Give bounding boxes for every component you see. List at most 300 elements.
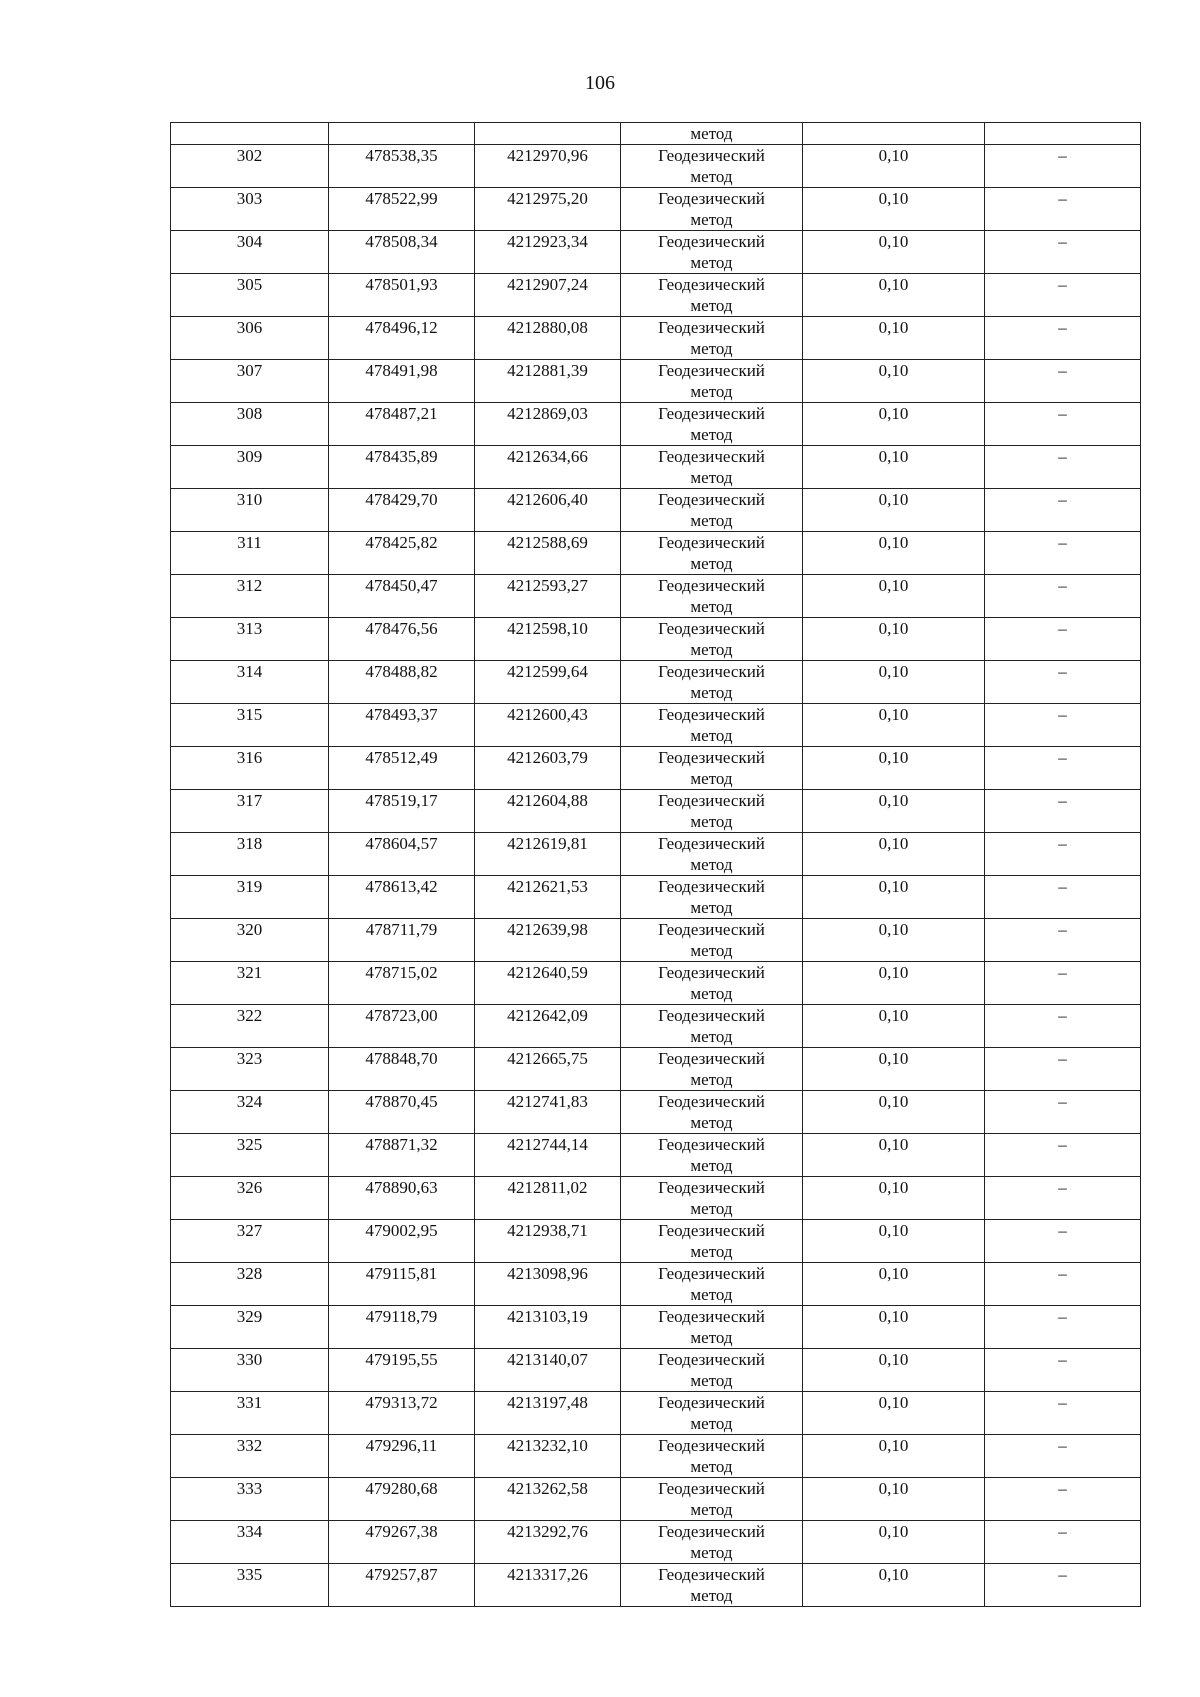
table-row bbox=[171, 1005, 1141, 1048]
cell-x: 478613,42 bbox=[329, 876, 475, 919]
cell-note: – bbox=[985, 1177, 1141, 1220]
method-line-1: Геодезический bbox=[658, 1092, 765, 1111]
cell-x: 479313,72 bbox=[329, 1392, 475, 1435]
cell-y: 4213197,48 bbox=[475, 1392, 621, 1435]
cell-method bbox=[621, 532, 803, 575]
method-line-2: метод bbox=[690, 511, 733, 530]
method-line-2: метод bbox=[690, 468, 733, 487]
cell-y: 4212588,69 bbox=[475, 532, 621, 575]
cell-y: 4212923,34 bbox=[475, 231, 621, 274]
cell-number: 305 bbox=[171, 274, 329, 317]
cell-note: – bbox=[985, 489, 1141, 532]
cell-x: 478538,35 bbox=[329, 145, 475, 188]
method-line-2: метод bbox=[690, 984, 733, 1003]
cell-number: 333 bbox=[171, 1478, 329, 1521]
method-line-2: метод bbox=[690, 1586, 733, 1605]
table-row bbox=[171, 1048, 1141, 1091]
method-line-2: метод bbox=[690, 339, 733, 358]
method-line-1: Геодезический bbox=[658, 619, 765, 638]
table-row bbox=[171, 446, 1141, 489]
cell-note: – bbox=[985, 962, 1141, 1005]
cell-number: 326 bbox=[171, 1177, 329, 1220]
cell-x: 479195,55 bbox=[329, 1349, 475, 1392]
method-line-1: Геодезический bbox=[658, 1436, 765, 1455]
method-line-1: Геодезический bbox=[658, 576, 765, 595]
table-row bbox=[171, 1564, 1141, 1607]
method-line-2: метод bbox=[690, 1371, 733, 1390]
cell-number: 308 bbox=[171, 403, 329, 446]
cell-x: 478522,99 bbox=[329, 188, 475, 231]
cell-number: 304 bbox=[171, 231, 329, 274]
method-line-2: метод bbox=[690, 1027, 733, 1046]
cell-accuracy: 0,10 bbox=[803, 1564, 985, 1607]
cell-x: 478425,82 bbox=[329, 532, 475, 575]
cell-note: – bbox=[985, 145, 1141, 188]
cell-x: 478496,12 bbox=[329, 317, 475, 360]
cell-method bbox=[621, 360, 803, 403]
cell-method bbox=[621, 1220, 803, 1263]
table-row bbox=[171, 1091, 1141, 1134]
page-number: 106 bbox=[585, 72, 615, 94]
cell-y bbox=[475, 123, 621, 145]
cell-x: 478723,00 bbox=[329, 1005, 475, 1048]
method-line-1: Геодезический bbox=[658, 1393, 765, 1412]
cell-x: 478519,17 bbox=[329, 790, 475, 833]
method-line-2: метод bbox=[690, 683, 733, 702]
cell-accuracy: 0,10 bbox=[803, 145, 985, 188]
cell-accuracy: 0,10 bbox=[803, 1349, 985, 1392]
cell-y: 4212598,10 bbox=[475, 618, 621, 661]
table-row bbox=[171, 489, 1141, 532]
cell-method bbox=[621, 188, 803, 231]
cell-number: 302 bbox=[171, 145, 329, 188]
cell-x: 478450,47 bbox=[329, 575, 475, 618]
cell-y: 4212811,02 bbox=[475, 1177, 621, 1220]
method-line-1: Геодезический bbox=[658, 877, 765, 896]
method-line-1: Геодезический bbox=[658, 662, 765, 681]
cell-accuracy: 0,10 bbox=[803, 274, 985, 317]
cell-note: – bbox=[985, 876, 1141, 919]
table-row bbox=[171, 274, 1141, 317]
cell-accuracy: 0,10 bbox=[803, 962, 985, 1005]
cell-method bbox=[621, 231, 803, 274]
method-line-2: метод bbox=[690, 1414, 733, 1433]
cell-note: – bbox=[985, 704, 1141, 747]
cell-method bbox=[621, 661, 803, 704]
method-line-1: Геодезический bbox=[658, 834, 765, 853]
cell-number: 334 bbox=[171, 1521, 329, 1564]
method-line-1: Геодезический bbox=[658, 1049, 765, 1068]
cell-note: – bbox=[985, 1349, 1141, 1392]
cell-method: метод bbox=[621, 123, 803, 145]
method-line-1: Геодезический bbox=[658, 1135, 765, 1154]
method-line-2: метод bbox=[690, 554, 733, 573]
cell-y: 4212975,20 bbox=[475, 188, 621, 231]
cell-accuracy: 0,10 bbox=[803, 1005, 985, 1048]
cell-number: 307 bbox=[171, 360, 329, 403]
cell-note: – bbox=[985, 317, 1141, 360]
method-line-2: метод bbox=[690, 425, 733, 444]
cell-note: – bbox=[985, 1306, 1141, 1349]
cell-accuracy: 0,10 bbox=[803, 876, 985, 919]
method-line-2: метод bbox=[690, 1285, 733, 1304]
table-row bbox=[171, 1435, 1141, 1478]
cell-number: 319 bbox=[171, 876, 329, 919]
cell-y: 4212619,81 bbox=[475, 833, 621, 876]
cell-x: 479115,81 bbox=[329, 1263, 475, 1306]
cell-number: 329 bbox=[171, 1306, 329, 1349]
method-line-1: Геодезический bbox=[658, 1178, 765, 1197]
method-line-2: метод bbox=[690, 941, 733, 960]
cell-x: 478870,45 bbox=[329, 1091, 475, 1134]
continuation-row bbox=[171, 123, 1141, 145]
cell-accuracy: 0,10 bbox=[803, 489, 985, 532]
cell-note: – bbox=[985, 833, 1141, 876]
method-line-1: Геодезический bbox=[658, 1565, 765, 1584]
cell-accuracy: 0,10 bbox=[803, 1392, 985, 1435]
cell-accuracy: 0,10 bbox=[803, 1521, 985, 1564]
cell-note: – bbox=[985, 1478, 1141, 1521]
method-line-2: метод bbox=[690, 1543, 733, 1562]
table-row bbox=[171, 1220, 1141, 1263]
table-row bbox=[171, 1263, 1141, 1306]
cell-x: 478512,49 bbox=[329, 747, 475, 790]
method-line-1: Геодезический bbox=[658, 1264, 765, 1283]
cell-note: – bbox=[985, 532, 1141, 575]
table-row bbox=[171, 704, 1141, 747]
cell-note: – bbox=[985, 1048, 1141, 1091]
table-row bbox=[171, 360, 1141, 403]
cell-number: 321 bbox=[171, 962, 329, 1005]
method-line-2: метод bbox=[690, 855, 733, 874]
cell-x: 478604,57 bbox=[329, 833, 475, 876]
cell-method bbox=[621, 1564, 803, 1607]
cell-number: 313 bbox=[171, 618, 329, 661]
cell-accuracy: 0,10 bbox=[803, 661, 985, 704]
cell-method bbox=[621, 919, 803, 962]
cell-accuracy: 0,10 bbox=[803, 1220, 985, 1263]
cell-x: 478429,70 bbox=[329, 489, 475, 532]
cell-number: 330 bbox=[171, 1349, 329, 1392]
cell-y: 4212640,59 bbox=[475, 962, 621, 1005]
method-line-1: Геодезический bbox=[658, 705, 765, 724]
method-line-2: метод bbox=[690, 1242, 733, 1261]
cell-number: 332 bbox=[171, 1435, 329, 1478]
cell-method bbox=[621, 1435, 803, 1478]
method-line-2: метод bbox=[690, 1156, 733, 1175]
cell-accuracy: 0,10 bbox=[803, 1134, 985, 1177]
cell-number: 318 bbox=[171, 833, 329, 876]
method-line-1: Геодезический bbox=[658, 404, 765, 423]
cell-number: 335 bbox=[171, 1564, 329, 1607]
method-line-2: метод bbox=[690, 1457, 733, 1476]
cell-number: 328 bbox=[171, 1263, 329, 1306]
method-line-2: метод bbox=[690, 210, 733, 229]
cell-y: 4213262,58 bbox=[475, 1478, 621, 1521]
cell-method bbox=[621, 1392, 803, 1435]
cell-x: 479267,38 bbox=[329, 1521, 475, 1564]
cell-number: 331 bbox=[171, 1392, 329, 1435]
method-line-1: Геодезический bbox=[658, 1221, 765, 1240]
method-line-1: Геодезический bbox=[658, 232, 765, 251]
cell-y: 4212604,88 bbox=[475, 790, 621, 833]
cell-y: 4212599,64 bbox=[475, 661, 621, 704]
method-line-2: метод bbox=[690, 1070, 733, 1089]
cell-accuracy: 0,10 bbox=[803, 317, 985, 360]
table-row bbox=[171, 962, 1141, 1005]
cell-method bbox=[621, 1263, 803, 1306]
cell-x: 478871,32 bbox=[329, 1134, 475, 1177]
table-row bbox=[171, 575, 1141, 618]
cell-accuracy: 0,10 bbox=[803, 1177, 985, 1220]
cell-note: – bbox=[985, 618, 1141, 661]
cell-method bbox=[621, 145, 803, 188]
cell-number: 327 bbox=[171, 1220, 329, 1263]
method-line-1: Геодезический bbox=[658, 963, 765, 982]
table-row bbox=[171, 1521, 1141, 1564]
method-line-2: метод bbox=[690, 597, 733, 616]
table-row bbox=[171, 1349, 1141, 1392]
cell-accuracy: 0,10 bbox=[803, 1306, 985, 1349]
cell-x: 478508,34 bbox=[329, 231, 475, 274]
cell-method bbox=[621, 403, 803, 446]
cell-x: 478501,93 bbox=[329, 274, 475, 317]
table-row bbox=[171, 661, 1141, 704]
cell-y: 4212639,98 bbox=[475, 919, 621, 962]
method-line-1: Геодезический bbox=[658, 920, 765, 939]
cell-x: 478715,02 bbox=[329, 962, 475, 1005]
cell-number: 315 bbox=[171, 704, 329, 747]
cell-number: 316 bbox=[171, 747, 329, 790]
cell-method bbox=[621, 317, 803, 360]
method-line-2: метод bbox=[690, 640, 733, 659]
method-line-1: Геодезический bbox=[658, 361, 765, 380]
cell-accuracy: 0,10 bbox=[803, 188, 985, 231]
cell-x: 478848,70 bbox=[329, 1048, 475, 1091]
cell-accuracy: 0,10 bbox=[803, 1435, 985, 1478]
cell-number: 320 bbox=[171, 919, 329, 962]
method-line-1: Геодезический bbox=[658, 1006, 765, 1025]
cell-note: – bbox=[985, 661, 1141, 704]
cell-accuracy: 0,10 bbox=[803, 1091, 985, 1134]
cell-note: – bbox=[985, 231, 1141, 274]
cell-number: 311 bbox=[171, 532, 329, 575]
table-row bbox=[171, 403, 1141, 446]
coordinates-table bbox=[170, 122, 1141, 1607]
cell-note: – bbox=[985, 1134, 1141, 1177]
cell-y: 4213098,96 bbox=[475, 1263, 621, 1306]
table-row bbox=[171, 747, 1141, 790]
cell-accuracy: 0,10 bbox=[803, 704, 985, 747]
method-line-1: Геодезический bbox=[658, 791, 765, 810]
coordinates-table-body bbox=[171, 123, 1141, 1607]
cell-y: 4213317,26 bbox=[475, 1564, 621, 1607]
cell-accuracy: 0,10 bbox=[803, 747, 985, 790]
table-row bbox=[171, 532, 1141, 575]
cell-x: 478493,37 bbox=[329, 704, 475, 747]
cell-y: 4212621,53 bbox=[475, 876, 621, 919]
cell-number: 314 bbox=[171, 661, 329, 704]
cell-x: 479118,79 bbox=[329, 1306, 475, 1349]
cell-y: 4212600,43 bbox=[475, 704, 621, 747]
cell-note: – bbox=[985, 188, 1141, 231]
table-row bbox=[171, 145, 1141, 188]
cell-note: – bbox=[985, 790, 1141, 833]
method-line-1: Геодезический bbox=[658, 189, 765, 208]
cell-note: – bbox=[985, 575, 1141, 618]
cell-number: 322 bbox=[171, 1005, 329, 1048]
cell-x: 478890,63 bbox=[329, 1177, 475, 1220]
method-line-1: Геодезический bbox=[658, 275, 765, 294]
method-line-1: Геодезический bbox=[658, 1522, 765, 1541]
method-line-2: метод bbox=[690, 1328, 733, 1347]
cell-number: 312 bbox=[171, 575, 329, 618]
cell-accuracy: 0,10 bbox=[803, 532, 985, 575]
cell-y: 4212665,75 bbox=[475, 1048, 621, 1091]
cell-note: – bbox=[985, 747, 1141, 790]
cell-number: 325 bbox=[171, 1134, 329, 1177]
table-row bbox=[171, 618, 1141, 661]
cell-y: 4212907,24 bbox=[475, 274, 621, 317]
cell-y: 4212642,09 bbox=[475, 1005, 621, 1048]
table-row bbox=[171, 317, 1141, 360]
cell-note: – bbox=[985, 1392, 1141, 1435]
cell-note: – bbox=[985, 1263, 1141, 1306]
table-row bbox=[171, 1306, 1141, 1349]
cell-note: – bbox=[985, 403, 1141, 446]
cell-method bbox=[621, 1177, 803, 1220]
cell-note: – bbox=[985, 1435, 1141, 1478]
method-line-2: метод bbox=[690, 898, 733, 917]
cell-y: 4213103,19 bbox=[475, 1306, 621, 1349]
cell-x bbox=[329, 123, 475, 145]
cell-x: 479296,11 bbox=[329, 1435, 475, 1478]
method-line-2: метод bbox=[690, 726, 733, 745]
cell-y: 4212880,08 bbox=[475, 317, 621, 360]
cell-method bbox=[621, 489, 803, 532]
cell-x: 478476,56 bbox=[329, 618, 475, 661]
cell-x: 479257,87 bbox=[329, 1564, 475, 1607]
method-line-1: Геодезический bbox=[658, 748, 765, 767]
table-row bbox=[171, 1392, 1141, 1435]
cell-method bbox=[621, 747, 803, 790]
cell-method bbox=[621, 962, 803, 1005]
cell-method bbox=[621, 1091, 803, 1134]
cell-note: – bbox=[985, 1091, 1141, 1134]
method-line-1: Геодезический bbox=[658, 1479, 765, 1498]
cell-number: 317 bbox=[171, 790, 329, 833]
method-line-1: Геодезический bbox=[658, 1307, 765, 1326]
table-row bbox=[171, 1478, 1141, 1521]
table-row bbox=[171, 876, 1141, 919]
cell-x: 478487,21 bbox=[329, 403, 475, 446]
cell-y: 4212938,71 bbox=[475, 1220, 621, 1263]
method-line-1: Геодезический bbox=[658, 447, 765, 466]
cell-method bbox=[621, 1306, 803, 1349]
cell-y: 4213292,76 bbox=[475, 1521, 621, 1564]
cell-y: 4212970,96 bbox=[475, 145, 621, 188]
cell-y: 4212741,83 bbox=[475, 1091, 621, 1134]
method-line-2: метод bbox=[690, 296, 733, 315]
cell-x: 479002,95 bbox=[329, 1220, 475, 1263]
cell-note: – bbox=[985, 446, 1141, 489]
cell-number: 306 bbox=[171, 317, 329, 360]
method-line-2: метод bbox=[690, 812, 733, 831]
cell-method bbox=[621, 575, 803, 618]
cell-y: 4213232,10 bbox=[475, 1435, 621, 1478]
cell-note: – bbox=[985, 1564, 1141, 1607]
method-line-2: метод bbox=[690, 253, 733, 272]
cell-method bbox=[621, 1521, 803, 1564]
cell-note: – bbox=[985, 1521, 1141, 1564]
cell-method bbox=[621, 1134, 803, 1177]
cell-accuracy: 0,10 bbox=[803, 618, 985, 661]
method-line-2: метод bbox=[690, 167, 733, 186]
cell-x: 478711,79 bbox=[329, 919, 475, 962]
cell-y: 4212744,14 bbox=[475, 1134, 621, 1177]
table-row bbox=[171, 790, 1141, 833]
cell-note: – bbox=[985, 274, 1141, 317]
method-line-2: метод bbox=[690, 1113, 733, 1132]
cell-method bbox=[621, 618, 803, 661]
cell-accuracy: 0,10 bbox=[803, 1263, 985, 1306]
cell-y: 4212881,39 bbox=[475, 360, 621, 403]
method-line-1: Геодезический bbox=[658, 533, 765, 552]
table-row bbox=[171, 833, 1141, 876]
cell-accuracy: 0,10 bbox=[803, 446, 985, 489]
cell-accuracy: 0,10 bbox=[803, 790, 985, 833]
cell-y: 4212603,79 bbox=[475, 747, 621, 790]
cell-y: 4212869,03 bbox=[475, 403, 621, 446]
cell-accuracy: 0,10 bbox=[803, 360, 985, 403]
cell-x: 478491,98 bbox=[329, 360, 475, 403]
cell-number: 303 bbox=[171, 188, 329, 231]
table-row bbox=[171, 188, 1141, 231]
cell-method bbox=[621, 274, 803, 317]
cell-accuracy: 0,10 bbox=[803, 1478, 985, 1521]
cell-x: 478435,89 bbox=[329, 446, 475, 489]
table-row bbox=[171, 231, 1141, 274]
cell-y: 4213140,07 bbox=[475, 1349, 621, 1392]
cell-method bbox=[621, 1005, 803, 1048]
cell-accuracy: 0,10 bbox=[803, 575, 985, 618]
table-row bbox=[171, 1177, 1141, 1220]
cell-method bbox=[621, 1048, 803, 1091]
cell-method bbox=[621, 833, 803, 876]
cell-note: – bbox=[985, 919, 1141, 962]
method-line-1: Геодезический bbox=[658, 490, 765, 509]
cell-method bbox=[621, 876, 803, 919]
cell-number: 324 bbox=[171, 1091, 329, 1134]
cell-y: 4212593,27 bbox=[475, 575, 621, 618]
cell-accuracy: 0,10 bbox=[803, 833, 985, 876]
method-line-1: Геодезический bbox=[658, 146, 765, 165]
method-line-2: метод bbox=[690, 1500, 733, 1519]
cell-number: 310 bbox=[171, 489, 329, 532]
table-row bbox=[171, 1134, 1141, 1177]
cell-note: – bbox=[985, 360, 1141, 403]
cell-accuracy bbox=[803, 123, 985, 145]
method-line-2: метод bbox=[690, 1199, 733, 1218]
cell-number: 323 bbox=[171, 1048, 329, 1091]
cell-x: 478488,82 bbox=[329, 661, 475, 704]
cell-accuracy: 0,10 bbox=[803, 1048, 985, 1091]
cell-number bbox=[171, 123, 329, 145]
cell-x: 479280,68 bbox=[329, 1478, 475, 1521]
method-line-2: метод bbox=[690, 769, 733, 788]
cell-method bbox=[621, 446, 803, 489]
cell-note: – bbox=[985, 1220, 1141, 1263]
